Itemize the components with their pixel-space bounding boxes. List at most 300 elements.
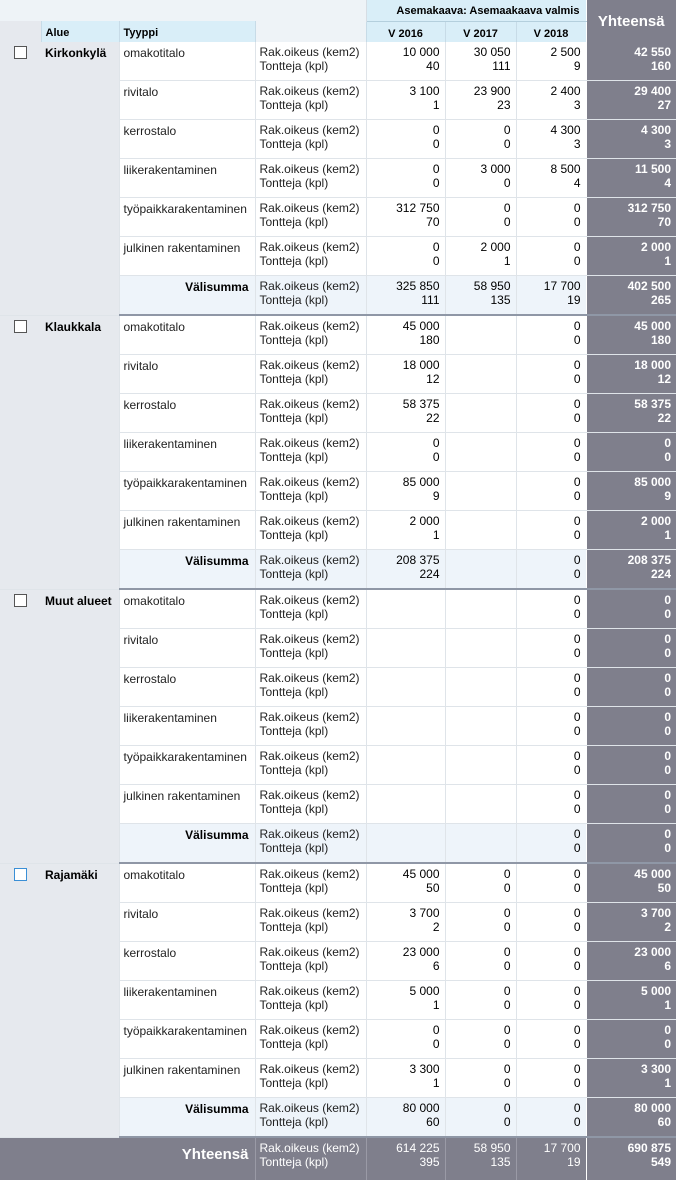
value-tontit	[367, 685, 440, 699]
value-cell	[445, 668, 516, 707]
row-total-cell	[586, 433, 676, 472]
value-cell	[516, 1020, 586, 1059]
value-tontit	[367, 802, 440, 816]
value-cell	[516, 81, 586, 120]
measure-rak-label: Rak.oikeus (kem2)	[259, 788, 360, 802]
value-tontit	[446, 724, 511, 738]
column-caption[interactable]: Asemakaava: Asemaakaava valmis	[366, 0, 586, 21]
value-rak: 208 375	[396, 553, 440, 567]
total-tontit: 0	[664, 450, 671, 464]
area-label[interactable]: Klaukkala	[41, 315, 119, 589]
value-cell	[366, 589, 445, 629]
type-label[interactable]: työpaikkarakentaminen	[119, 472, 255, 511]
measure-labels	[255, 863, 366, 903]
value-tontit: 0	[503, 1037, 511, 1051]
total-tontit: 1	[664, 254, 671, 268]
row-total-cell	[586, 511, 676, 550]
measure-rak-label: Rak.oikeus (kem2)	[259, 945, 360, 959]
value-tontit: 0	[432, 450, 440, 464]
value-rak	[367, 710, 440, 724]
value-cell	[366, 472, 445, 511]
value-tontit	[446, 685, 511, 699]
value-cell	[366, 315, 445, 355]
value-cell	[516, 472, 586, 511]
value-tontit: 0	[573, 333, 581, 347]
value-tontit: 0	[573, 254, 581, 268]
value-cell	[445, 159, 516, 198]
measure-rak-label: Rak.oikeus (kem2)	[259, 436, 360, 450]
total-tontit: 22	[657, 411, 671, 425]
value-rak: 2 500	[550, 45, 581, 59]
total-rak: 18 000	[634, 358, 671, 372]
value-tontit: 0	[503, 1115, 511, 1129]
value-rak: 0	[573, 240, 581, 254]
measure-tontit-label: Tontteja (kpl)	[259, 1115, 329, 1129]
measure-rak-label: Rak.oikeus (kem2)	[259, 710, 360, 724]
value-cell	[516, 315, 586, 355]
value-rak: 0	[573, 358, 581, 372]
grand-total-label: Yhteensä	[0, 1137, 255, 1180]
value-cell	[366, 746, 445, 785]
value-cell	[516, 668, 586, 707]
type-label[interactable]: työpaikkarakentaminen	[119, 746, 255, 785]
value-rak	[367, 749, 440, 763]
measure-tontit-label: Tontteja (kpl)	[259, 959, 329, 973]
value-cell	[516, 903, 586, 942]
row-total-cell	[586, 315, 676, 355]
value-rak: 0	[573, 593, 581, 607]
value-cell	[445, 511, 516, 550]
subtotal-label: Välisumma	[119, 1098, 255, 1138]
measure-tontit-label: Tontteja (kpl)	[259, 215, 329, 229]
value-rak	[446, 749, 511, 763]
type-label[interactable]: rivitalo	[119, 355, 255, 394]
value-tontit: 135	[490, 293, 511, 307]
subtotal-label: Välisumma	[119, 276, 255, 316]
type-label[interactable]: kerrostalo	[119, 394, 255, 433]
area-checkbox[interactable]	[14, 46, 27, 59]
value-rak: 325 850	[396, 279, 440, 293]
total-tontit: 3	[664, 137, 671, 151]
value-cell	[366, 394, 445, 433]
subtotal-value-cell	[366, 276, 445, 316]
value-tontit	[446, 372, 511, 386]
value-rak: 0	[573, 475, 581, 489]
measure-labels	[255, 472, 366, 511]
value-tontit	[367, 724, 440, 738]
measure-rak-label: Rak.oikeus (kem2)	[259, 397, 360, 411]
subtotal-value-cell	[366, 1098, 445, 1138]
value-rak	[446, 475, 511, 489]
value-rak	[446, 436, 511, 450]
value-tontit: 111	[492, 59, 511, 73]
measure-rak-label: Rak.oikeus (kem2)	[259, 123, 360, 137]
value-tontit: 22	[426, 411, 440, 425]
header-year-2016[interactable]: V 2016	[366, 21, 445, 42]
value-cell	[366, 81, 445, 120]
value-tontit: 9	[432, 489, 440, 503]
type-label[interactable]: omakotitalo	[119, 42, 255, 81]
value-rak	[367, 788, 440, 802]
value-tontit: 0	[573, 959, 581, 973]
area-label[interactable]: Muut alueet	[41, 589, 119, 863]
value-tontit: 111	[421, 293, 440, 307]
table-row	[0, 315, 676, 355]
header-year-2017[interactable]: V 2017	[445, 21, 516, 42]
measure-rak-label: Rak.oikeus (kem2)	[259, 553, 360, 567]
value-tontit	[446, 763, 511, 777]
value-cell	[366, 1059, 445, 1098]
subtotal-value-cell	[366, 550, 445, 590]
value-rak: 0	[573, 201, 581, 215]
value-tontit: 3	[573, 98, 581, 112]
value-tontit	[446, 567, 511, 581]
value-rak: 4 300	[550, 123, 581, 137]
value-rak: 0	[503, 1023, 511, 1037]
value-tontit: 0	[503, 137, 511, 151]
measure-labels	[255, 394, 366, 433]
value-rak	[446, 671, 511, 685]
value-rak: 0	[503, 123, 511, 137]
value-cell	[445, 42, 516, 81]
value-rak: 0	[503, 201, 511, 215]
type-label[interactable]: liikerakentaminen	[119, 433, 255, 472]
subtotal-value-cell	[445, 550, 516, 590]
value-tontit: 0	[432, 1037, 440, 1051]
value-tontit: 0	[573, 920, 581, 934]
total-tontit: 0	[664, 607, 671, 621]
total-rak: 45 000	[634, 319, 671, 333]
value-tontit: 0	[573, 1076, 581, 1090]
value-cell	[516, 1059, 586, 1098]
total-rak: 690 875	[627, 1141, 671, 1155]
type-label[interactable]: rivitalo	[119, 81, 255, 120]
type-label[interactable]: julkinen rakentaminen	[119, 237, 255, 276]
type-label[interactable]: työpaikkarakentaminen	[119, 198, 255, 237]
total-rak: 208 375	[627, 553, 671, 567]
value-tontit	[446, 607, 511, 621]
total-tontit: 70	[657, 215, 671, 229]
total-rak: 23 000	[634, 945, 671, 959]
area-checkbox[interactable]	[14, 868, 27, 881]
subtotal-value-cell	[445, 824, 516, 864]
type-label[interactable]: julkinen rakentaminen	[119, 511, 255, 550]
measure-labels	[255, 824, 366, 864]
type-label[interactable]: liikerakentaminen	[119, 981, 255, 1020]
value-rak: 0	[573, 710, 581, 724]
value-tontit: 0	[573, 881, 581, 895]
total-tontit: 0	[664, 763, 671, 777]
value-rak: 10 000	[402, 45, 440, 59]
value-cell	[445, 433, 516, 472]
total-rak: 0	[664, 749, 671, 763]
value-rak: 0	[573, 632, 581, 646]
row-total-cell	[586, 472, 676, 511]
header-spacer	[0, 0, 366, 21]
measure-tontit-label: Tontteja (kpl)	[259, 254, 329, 268]
value-cell	[366, 237, 445, 276]
total-tontit: 4	[664, 176, 671, 190]
measure-labels	[255, 1059, 366, 1098]
measure-rak-label: Rak.oikeus (kem2)	[259, 867, 360, 881]
value-tontit: 0	[573, 607, 581, 621]
type-label[interactable]: rivitalo	[119, 629, 255, 668]
measure-rak-label: Rak.oikeus (kem2)	[259, 827, 360, 841]
value-cell	[445, 707, 516, 746]
header-row-columns	[0, 21, 676, 42]
value-rak	[446, 514, 511, 528]
measure-tontit-label: Tontteja (kpl)	[259, 1155, 329, 1169]
measure-rak-label: Rak.oikeus (kem2)	[259, 906, 360, 920]
value-rak: 23 900	[473, 84, 511, 98]
measure-tontit-label: Tontteja (kpl)	[259, 1076, 329, 1090]
value-tontit: 70	[426, 215, 440, 229]
value-tontit: 12	[426, 372, 440, 386]
value-rak: 0	[503, 906, 511, 920]
value-tontit: 0	[573, 1037, 581, 1051]
value-cell	[516, 707, 586, 746]
area-checkbox[interactable]	[14, 320, 27, 333]
value-rak: 2 000	[480, 240, 511, 254]
value-rak: 0	[573, 1062, 581, 1076]
total-tontit: 0	[664, 646, 671, 660]
area-label[interactable]: Rajamäki	[41, 863, 119, 1137]
measure-labels	[255, 1020, 366, 1059]
value-tontit: 0	[573, 724, 581, 738]
value-cell	[445, 903, 516, 942]
measure-labels	[255, 159, 366, 198]
value-tontit: 1	[503, 254, 511, 268]
value-tontit: 2	[432, 920, 440, 934]
row-total-cell	[586, 589, 676, 629]
value-tontit: 0	[573, 450, 581, 464]
total-rak: 4 300	[640, 123, 671, 137]
type-label[interactable]: kerrostalo	[119, 120, 255, 159]
value-rak: 5 000	[409, 984, 440, 998]
type-label[interactable]: liikerakentaminen	[119, 159, 255, 198]
value-cell	[366, 433, 445, 472]
measure-labels	[255, 355, 366, 394]
value-rak: 45 000	[402, 319, 440, 333]
measure-rak-label: Rak.oikeus (kem2)	[259, 1023, 360, 1037]
value-tontit	[446, 841, 511, 855]
total-tontit: 0	[664, 1037, 671, 1051]
value-tontit: 0	[503, 881, 511, 895]
value-rak	[367, 593, 440, 607]
total-rak: 0	[664, 1023, 671, 1037]
subtotal-value-cell	[516, 276, 586, 316]
total-tontit: 224	[650, 567, 671, 581]
grand-total-header[interactable]: Yhteensä	[586, 0, 676, 42]
header-type[interactable]: Tyyppi	[119, 21, 255, 42]
row-total-cell	[586, 785, 676, 824]
type-label[interactable]: rivitalo	[119, 903, 255, 942]
measure-tontit-label: Tontteja (kpl)	[259, 450, 329, 464]
header-area[interactable]: Alue	[41, 21, 119, 42]
value-rak: 58 950	[473, 279, 511, 293]
value-cell	[516, 42, 586, 81]
measure-rak-label: Rak.oikeus (kem2)	[259, 1062, 360, 1076]
value-rak: 0	[573, 827, 581, 841]
value-tontit: 0	[503, 998, 511, 1012]
value-tontit: 0	[573, 841, 581, 855]
total-rak: 2 000	[640, 514, 671, 528]
value-cell	[445, 472, 516, 511]
type-label[interactable]: omakotitalo	[119, 863, 255, 903]
area-checkbox-cell[interactable]	[0, 863, 41, 1137]
type-label[interactable]: julkinen rakentaminen	[119, 785, 255, 824]
area-label[interactable]: Kirkonkylä	[41, 42, 119, 315]
subtotal-value-cell	[445, 276, 516, 316]
type-label[interactable]: julkinen rakentaminen	[119, 1059, 255, 1098]
value-tontit: 0	[503, 1076, 511, 1090]
value-rak: 0	[503, 1062, 511, 1076]
value-rak: 0	[573, 319, 581, 333]
measure-rak-label: Rak.oikeus (kem2)	[259, 201, 360, 215]
measure-tontit-label: Tontteja (kpl)	[259, 293, 329, 307]
value-rak: 0	[573, 1101, 581, 1115]
value-tontit: 19	[567, 293, 581, 307]
row-total-cell	[586, 42, 676, 81]
total-rak: 0	[664, 436, 671, 450]
value-tontit: 23	[497, 98, 511, 112]
subtotal-total-cell	[586, 550, 676, 590]
measure-labels	[255, 433, 366, 472]
grand-total-cell	[586, 1137, 676, 1180]
total-tontit: 0	[664, 841, 671, 855]
measure-labels	[255, 668, 366, 707]
area-checkbox[interactable]	[14, 594, 27, 607]
value-cell	[445, 629, 516, 668]
value-cell	[516, 237, 586, 276]
value-tontit: 0	[573, 528, 581, 542]
measure-labels	[255, 942, 366, 981]
measure-rak-label: Rak.oikeus (kem2)	[259, 749, 360, 763]
measure-rak-label: Rak.oikeus (kem2)	[259, 593, 360, 607]
total-tontit: 50	[657, 881, 671, 895]
value-cell	[366, 1020, 445, 1059]
area-checkbox-cell[interactable]	[0, 42, 41, 315]
table-row	[0, 863, 676, 903]
value-cell	[445, 785, 516, 824]
total-rak: 3 300	[640, 1062, 671, 1076]
value-cell	[366, 42, 445, 81]
measure-tontit-label: Tontteja (kpl)	[259, 333, 329, 347]
value-cell	[445, 237, 516, 276]
grand-total-row	[0, 1137, 676, 1180]
value-rak: 0	[503, 984, 511, 998]
value-rak	[446, 553, 511, 567]
value-rak: 17 700	[543, 279, 581, 293]
measure-rak-label: Rak.oikeus (kem2)	[259, 1141, 360, 1155]
area-checkbox-cell[interactable]	[0, 315, 41, 589]
value-cell	[445, 198, 516, 237]
measure-tontit-label: Tontteja (kpl)	[259, 1037, 329, 1051]
measure-tontit-label: Tontteja (kpl)	[259, 685, 329, 699]
value-tontit: 0	[503, 920, 511, 934]
value-cell	[516, 159, 586, 198]
value-rak: 0	[573, 671, 581, 685]
measure-tontit-label: Tontteja (kpl)	[259, 724, 329, 738]
value-cell	[366, 668, 445, 707]
measure-labels	[255, 276, 366, 316]
type-label[interactable]: omakotitalo	[119, 589, 255, 629]
row-total-cell	[586, 1059, 676, 1098]
row-total-cell	[586, 629, 676, 668]
total-rak: 0	[664, 593, 671, 607]
measure-tontit-label: Tontteja (kpl)	[259, 802, 329, 816]
value-cell	[445, 589, 516, 629]
value-cell	[366, 198, 445, 237]
value-tontit: 0	[573, 411, 581, 425]
value-cell	[445, 315, 516, 355]
measure-tontit-label: Tontteja (kpl)	[259, 763, 329, 777]
value-cell	[445, 981, 516, 1020]
type-label[interactable]: kerrostalo	[119, 668, 255, 707]
value-cell	[445, 863, 516, 903]
value-tontit: 0	[503, 959, 511, 973]
measure-rak-label: Rak.oikeus (kem2)	[259, 1101, 360, 1115]
value-tontit: 0	[573, 215, 581, 229]
type-label[interactable]: omakotitalo	[119, 315, 255, 355]
value-rak: 312 750	[396, 201, 440, 215]
value-tontit: 1	[432, 998, 440, 1012]
value-cell	[445, 394, 516, 433]
value-tontit: 1	[432, 528, 440, 542]
value-cell	[516, 863, 586, 903]
value-tontit: 1	[432, 98, 440, 112]
value-rak	[446, 319, 511, 333]
type-label[interactable]: kerrostalo	[119, 942, 255, 981]
value-rak: 2 000	[409, 514, 440, 528]
measure-rak-label: Rak.oikeus (kem2)	[259, 475, 360, 489]
measure-tontit-label: Tontteja (kpl)	[259, 607, 329, 621]
total-rak: 402 500	[627, 279, 671, 293]
measure-labels	[255, 511, 366, 550]
value-cell	[516, 394, 586, 433]
measure-labels	[255, 707, 366, 746]
value-tontit	[446, 411, 511, 425]
measure-tontit-label: Tontteja (kpl)	[259, 528, 329, 542]
total-rak: 2 000	[640, 240, 671, 254]
area-checkbox-cell[interactable]	[0, 589, 41, 863]
value-tontit: 9	[573, 59, 581, 73]
value-rak: 85 000	[402, 475, 440, 489]
value-tontit: 40	[426, 59, 440, 73]
value-tontit	[446, 489, 511, 503]
value-tontit: 3	[573, 137, 581, 151]
value-cell	[366, 863, 445, 903]
total-tontit: 12	[657, 372, 671, 386]
value-cell	[516, 433, 586, 472]
type-label[interactable]: työpaikkarakentaminen	[119, 1020, 255, 1059]
total-tontit: 265	[650, 293, 671, 307]
measure-rak-label: Rak.oikeus (kem2)	[259, 358, 360, 372]
measure-labels	[255, 1098, 366, 1138]
type-label[interactable]: liikerakentaminen	[119, 707, 255, 746]
row-total-cell	[586, 903, 676, 942]
value-tontit	[446, 802, 511, 816]
measure-rak-label: Rak.oikeus (kem2)	[259, 240, 360, 254]
header-year-2018[interactable]: V 2018	[516, 21, 586, 42]
value-tontit: 19	[567, 1155, 581, 1169]
value-cell	[445, 1020, 516, 1059]
measure-labels	[255, 550, 366, 590]
header-checkbox-col	[0, 21, 41, 42]
measure-tontit-label: Tontteja (kpl)	[259, 137, 329, 151]
value-rak: 0	[503, 945, 511, 959]
value-tontit	[367, 763, 440, 777]
